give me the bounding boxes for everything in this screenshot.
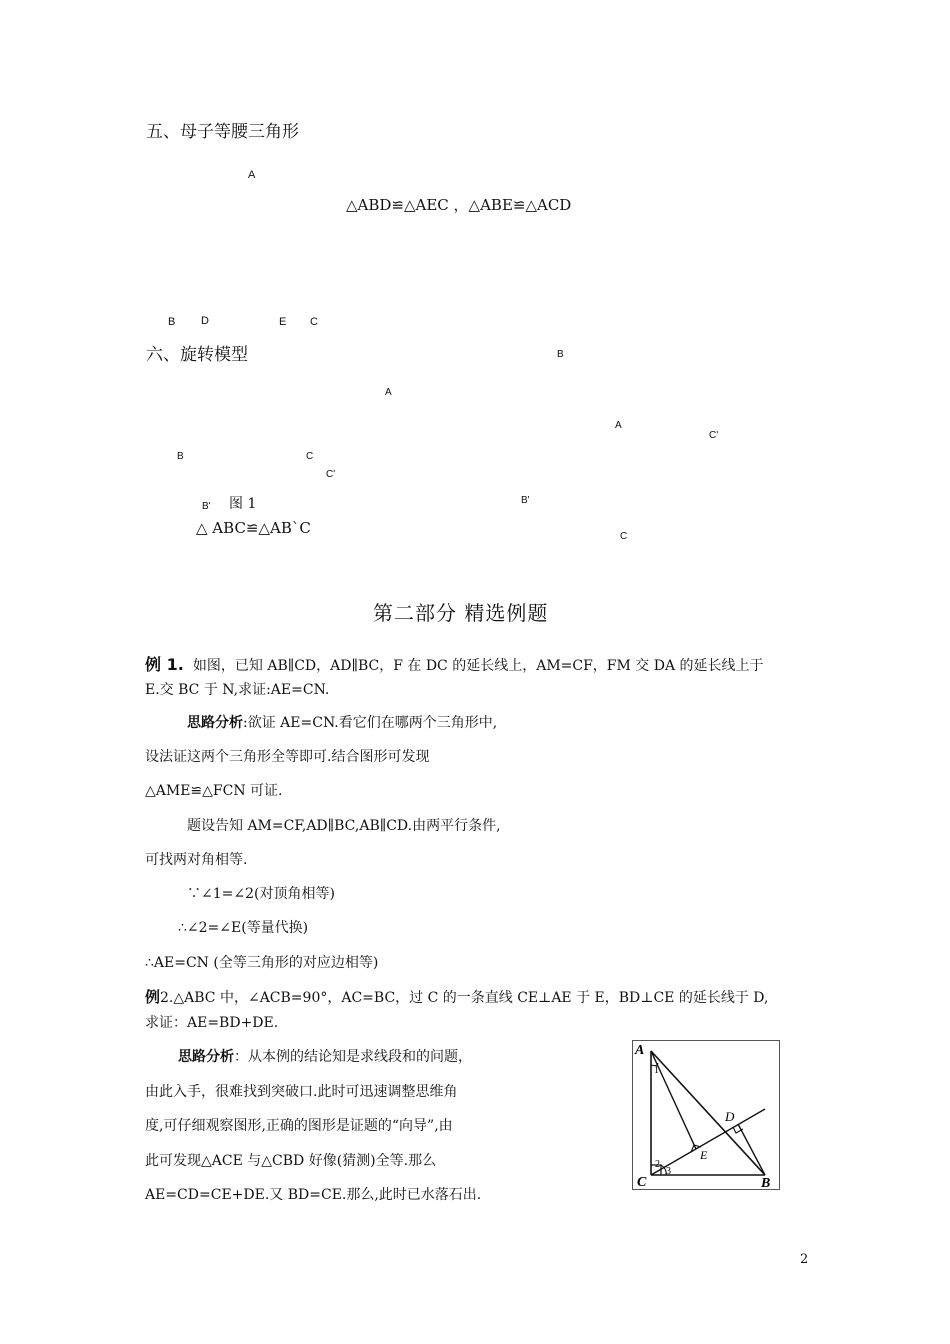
example2-problem-line2: 求证：AE=BD+DE. (145, 1015, 279, 1031)
example2-label: 例 (145, 988, 161, 1006)
example1-given-line1: 题设告知 AM=CF,AD∥BC,AB∥CD.由两平行条件, (187, 818, 501, 834)
fig2-label-b: B (557, 349, 564, 360)
example1-problem-line2: E.交 BC 于 N,求证:AE=CN. (145, 682, 330, 698)
example2-analysis-line1 (178, 1046, 472, 1066)
section5-label-e: E (279, 316, 287, 328)
section5-label-c: C (310, 316, 318, 328)
example2-figure-svg (633, 1041, 779, 1189)
fig1-label-b: B (177, 451, 184, 462)
example2-line1 (145, 986, 768, 1007)
fig-label-c: C (637, 1175, 647, 1189)
section5-label-a: A (248, 169, 256, 181)
fig1-caption: 图 1 (229, 496, 257, 512)
example1-step1: ∵∠1=∠2(对顶角相等) (187, 886, 335, 902)
fig1-label-b-prime: B' (202, 501, 211, 512)
section5-formula: △ABD≌△AEC ，△ABE≌△ACD (346, 196, 572, 214)
example1-analysis-line1 (187, 712, 497, 732)
example1-problem-line1: 如图，已知 AB∥CD，AD∥BC，F 在 DC 的延长线上，AM=CF，FM 交 DA 的延长线上于 (192, 658, 764, 674)
example1-step3: ∴AE=CN (全等三角形的对应边相等) (145, 955, 379, 971)
fig-label-angle-2: 2 (655, 1159, 660, 1170)
fig-label-a: A (635, 1043, 645, 1058)
example2-analysis-label: 思路分析 (178, 1049, 234, 1065)
example1-analysis-line3: △AME≌△FCN 可证. (145, 783, 283, 799)
fig-label-e: E (700, 1148, 708, 1162)
part2-title: 第二部分 精选例题 (373, 601, 549, 625)
example2-analysis-text1: ：从本例的结论知是求线段和的问题， (234, 1049, 472, 1065)
section5-label-d: D (201, 315, 209, 327)
fig-label-angle-1: 1 (654, 1065, 659, 1076)
fig2-label-a: A (615, 420, 622, 431)
segment-ab (651, 1051, 765, 1175)
example2-analysis-line4: 此可发现△ACE 与△CBD 好像(猜测)全等.那么 (145, 1153, 437, 1169)
example2-problem-line1: 2.△ABC 中，∠ACB=90°，AC=BC，过 C 的一条直线 CE⊥AE 于 E，BD⊥CE 的延长线于 D, (160, 990, 769, 1006)
fig1-label-a: A (385, 387, 392, 398)
fig2-label-c: C (620, 531, 628, 542)
fig2-label-c-prime: C' (709, 430, 719, 441)
example2-analysis-line3: 度,可仔细观察图形,正确的图形是证题的“向导”,由 (145, 1118, 453, 1134)
section6-heading: 六、旋转模型 (146, 345, 248, 365)
example1-analysis-label: 思路分析 (187, 715, 243, 731)
fig2-label-b-prime: B' (521, 495, 530, 506)
fig-label-b: B (761, 1176, 771, 1189)
example2-analysis-line5: AE=CD=CE+DE.又 BD=CE.那么,此时已水落石出. (145, 1187, 482, 1203)
section6-formula: △ ABC≌△AB`C (196, 519, 311, 537)
example1-given-line2: 可找两对角相等. (145, 852, 248, 868)
page-number: 2 (800, 1252, 809, 1267)
fig1-label-c: C (306, 451, 314, 462)
example2-figure (632, 1040, 780, 1190)
fig-label-d: D (725, 1109, 735, 1124)
fig1-label-c-prime: C' (326, 469, 336, 480)
fig-label-angle-3: 3 (666, 1166, 671, 1177)
example1-analysis-line2: 设法证这两个三角形全等即可.结合图形可发现 (145, 749, 430, 765)
example1-label: 例 1. (145, 655, 184, 674)
section5-label-b: B (168, 316, 176, 328)
example1-line1 (145, 652, 764, 675)
example2-analysis-line2: 由此入手，很难找到突破口.此时可迅速调整思维角 (145, 1084, 458, 1100)
example1-analysis-text1: :欲证 AE=CN.看它们在哪两个三角形中, (243, 715, 498, 731)
section5-heading: 五、母子等腰三角形 (146, 122, 299, 142)
example1-step2: ∴∠2=∠E(等量代换) (178, 920, 309, 936)
